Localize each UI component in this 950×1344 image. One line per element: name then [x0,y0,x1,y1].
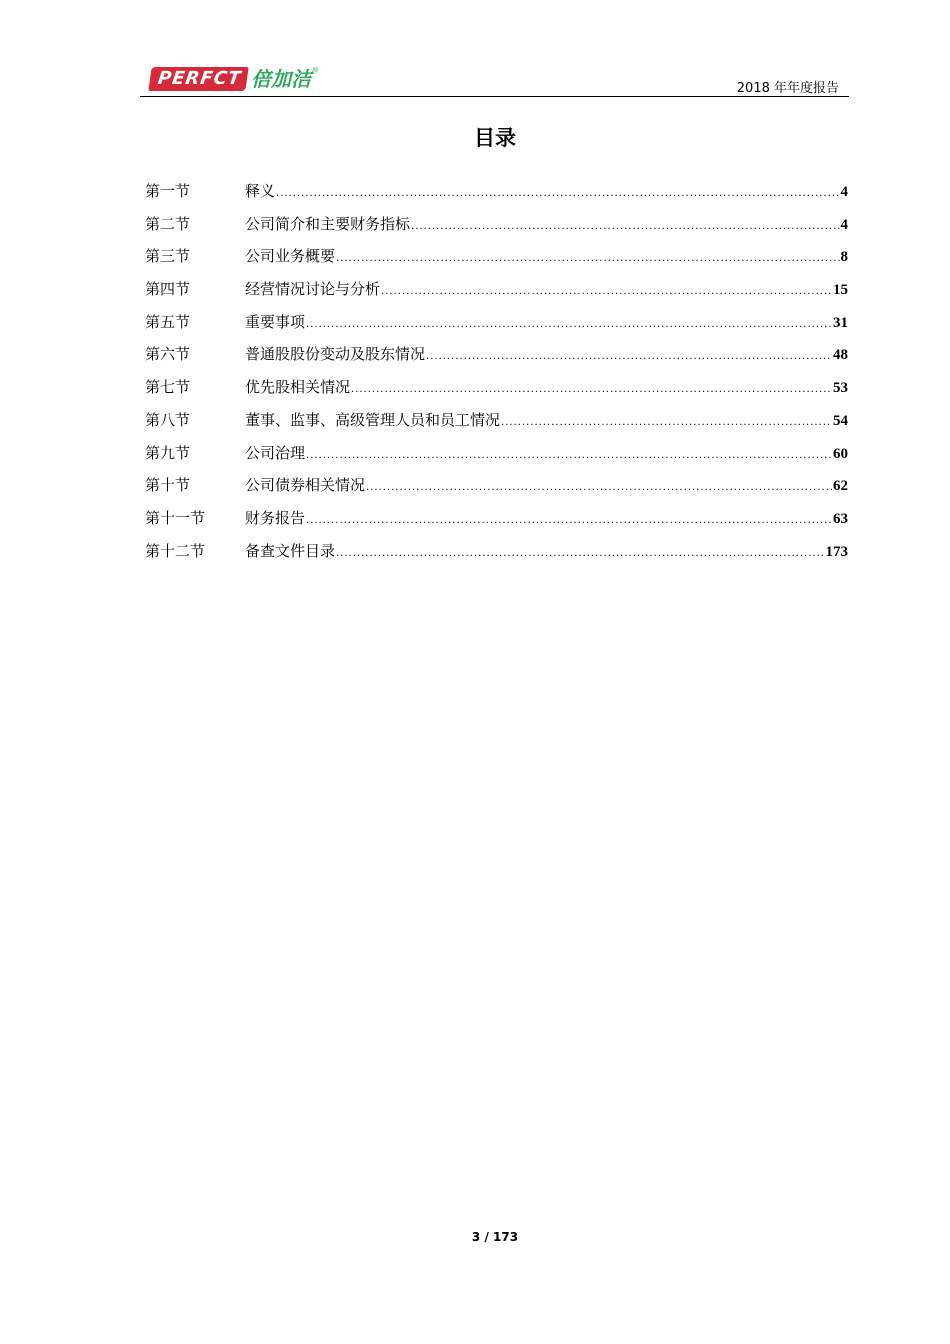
toc-section-title: 财务报告 [245,508,306,527]
toc-section-number: 第一节 [145,182,191,200]
toc-page-number: 48 [833,347,848,364]
toc-page-number: 54 [833,412,848,429]
dot-leader [306,515,832,526]
dot-leader [336,548,824,559]
toc-page-number: 60 [833,445,848,462]
toc-section-number: 第五节 [145,312,191,331]
toc-page-number: 31 [833,314,848,331]
dot-leader [501,417,832,428]
company-logo [150,66,319,92]
toc-entry[interactable] [145,474,848,507]
toc-entry[interactable] [145,442,848,475]
report-title: 2018 年年度报告 [736,81,839,96]
toc-section-title: 经营情况讨论与分析 [245,280,381,299]
toc-entry[interactable] [145,376,848,409]
dot-leader [411,221,839,232]
dot-leader [351,384,832,395]
toc-section-number: 第四节 [145,280,191,299]
toc-heading: 目录 [474,126,516,150]
toc-entry[interactable] [145,180,848,213]
registered-mark: ® [312,66,320,74]
toc-section-number: 第九节 [145,443,191,462]
toc-section-number: 第十节 [145,476,191,495]
page-header [140,62,849,97]
toc-entry[interactable] [145,311,848,344]
toc-section-title: 公司治理 [245,443,306,462]
toc-entry[interactable] [145,409,848,442]
toc-section-number: 第十一节 [145,508,206,527]
toc-page-number: 63 [833,510,848,527]
toc-section-title: 重要事项 [245,312,306,331]
toc-entry[interactable] [145,278,848,311]
toc-section-number: 第八节 [145,410,191,429]
toc-section-number: 第七节 [145,378,191,397]
toc-section-number: 第十二节 [145,541,206,560]
dot-leader [366,482,832,493]
dot-leader [276,188,839,199]
toc-section-title: 释义 [245,182,276,200]
toc-page-number: 173 [825,543,848,560]
toc-section-title: 公司债券相关情况 [245,476,366,495]
toc-section-number: 第六节 [145,345,191,364]
toc-page-number: 4 [840,216,848,233]
toc-section-title: 公司业务概要 [245,247,336,266]
toc-page-number: 62 [833,478,848,495]
toc-page-number: 53 [833,380,848,397]
toc-section-number: 第二节 [145,214,191,233]
toc-page-number: 15 [833,282,848,299]
dot-leader [306,319,832,330]
logo-cn-text: 倍加洁 [251,67,312,91]
toc-entry[interactable] [145,507,848,540]
dot-leader [336,253,839,264]
dot-leader [306,450,832,461]
toc-section-title: 优先股相关情况 [245,378,351,397]
toc-entry[interactable] [145,540,848,573]
toc-page-number: 8 [840,249,848,266]
table-of-contents [145,180,848,572]
toc-section-title: 备查文件目录 [245,541,336,560]
logo-en-text: PERFCT [148,67,249,91]
page-footer-number: 3 / 173 [471,1230,519,1244]
toc-entry[interactable] [145,245,848,278]
toc-entry[interactable] [145,343,848,376]
toc-section-number: 第三节 [145,247,191,266]
toc-section-title: 董事、监事、高级管理人员和员工情况 [245,410,501,429]
toc-page-number: 4 [840,184,848,200]
toc-section-title: 普通股股份变动及股东情况 [245,345,426,364]
dot-leader [426,351,832,362]
dot-leader [381,286,832,297]
toc-entry[interactable] [145,213,848,246]
toc-section-title: 公司简介和主要财务指标 [245,214,411,233]
